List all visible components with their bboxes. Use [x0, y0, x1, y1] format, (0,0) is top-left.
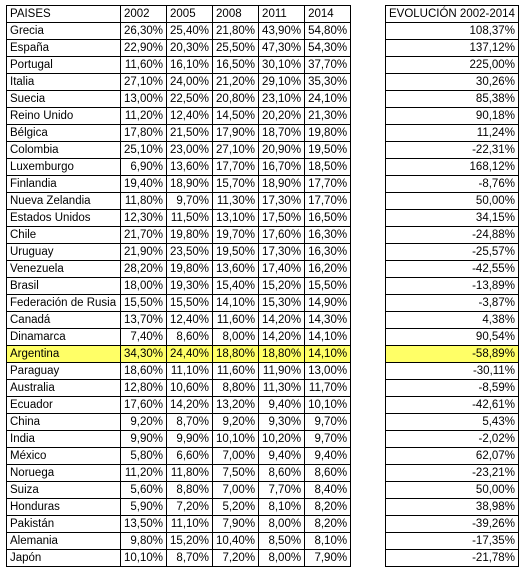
table-row	[7, 23, 351, 40]
country-cell: Uruguay	[7, 244, 121, 261]
header-evolution: EVOLUCIÓN 2002-2014	[386, 6, 519, 23]
value-cell: 11,30%	[259, 380, 305, 397]
value-cell: 19,70%	[213, 227, 259, 244]
evolution-row	[386, 74, 519, 91]
table-row	[7, 431, 351, 448]
value-cell: 8,80%	[167, 482, 213, 499]
value-cell: 18,90%	[259, 176, 305, 193]
value-cell: 9,90%	[121, 431, 167, 448]
value-cell: 5,90%	[121, 499, 167, 516]
country-cell: Grecia	[7, 23, 121, 40]
value-cell: 11,60%	[213, 363, 259, 380]
value-cell: 15,50%	[121, 295, 167, 312]
table-row	[7, 125, 351, 142]
country-cell: Japón	[7, 550, 121, 567]
value-cell: 11,20%	[121, 465, 167, 482]
table-row	[7, 499, 351, 516]
value-cell: 16,30%	[305, 227, 351, 244]
value-cell: 25,40%	[167, 23, 213, 40]
value-cell: 24,00%	[167, 74, 213, 91]
evolution-row	[386, 431, 519, 448]
value-cell: 13,00%	[121, 91, 167, 108]
header-year: 2011	[259, 6, 305, 23]
evolution-row	[386, 261, 519, 278]
evolution-cell: -39,26%	[386, 516, 519, 533]
value-cell: 15,70%	[213, 176, 259, 193]
value-cell: 13,60%	[213, 261, 259, 278]
value-cell: 14,10%	[213, 295, 259, 312]
country-cell: India	[7, 431, 121, 448]
value-cell: 7,20%	[167, 499, 213, 516]
value-cell: 16,20%	[305, 261, 351, 278]
evolution-cell: 30,26%	[386, 74, 519, 91]
evolution-cell: 5,43%	[386, 414, 519, 431]
value-cell: 21,70%	[121, 227, 167, 244]
evolution-cell: -21,78%	[386, 550, 519, 567]
table-row	[7, 465, 351, 482]
value-cell: 11,10%	[167, 363, 213, 380]
value-cell: 19,40%	[121, 176, 167, 193]
value-cell: 15,40%	[213, 278, 259, 295]
value-cell: 8,80%	[213, 380, 259, 397]
evolution-row	[386, 533, 519, 550]
evolution-cell: -25,57%	[386, 244, 519, 261]
value-cell: 10,10%	[305, 397, 351, 414]
table-row	[7, 193, 351, 210]
value-cell: 8,50%	[259, 533, 305, 550]
country-cell: España	[7, 40, 121, 57]
value-cell: 13,00%	[305, 363, 351, 380]
table-row	[7, 295, 351, 312]
table-row	[7, 397, 351, 414]
evolution-cell: 4,38%	[386, 312, 519, 329]
evolution-row	[386, 465, 519, 482]
value-cell: 9,80%	[121, 533, 167, 550]
evolution-row	[386, 550, 519, 567]
value-cell: 17,80%	[121, 125, 167, 142]
evolution-row	[386, 91, 519, 108]
value-cell: 11,90%	[259, 363, 305, 380]
value-cell: 11,80%	[121, 193, 167, 210]
value-cell: 11,60%	[121, 57, 167, 74]
table-row	[7, 329, 351, 346]
value-cell: 21,20%	[213, 74, 259, 91]
table-row	[7, 108, 351, 125]
value-cell: 8,70%	[167, 414, 213, 431]
evolution-cell: 11,24%	[386, 125, 519, 142]
country-cell: Australia	[7, 380, 121, 397]
value-cell: 29,10%	[259, 74, 305, 91]
value-cell: 19,30%	[167, 278, 213, 295]
country-cell: Noruega	[7, 465, 121, 482]
country-cell: Bélgica	[7, 125, 121, 142]
value-cell: 8,00%	[259, 516, 305, 533]
country-cell: Honduras	[7, 499, 121, 516]
country-cell: Portugal	[7, 57, 121, 74]
value-cell: 9,70%	[167, 193, 213, 210]
evolution-cell: 108,37%	[386, 23, 519, 40]
evolution-row	[386, 414, 519, 431]
value-cell: 8,10%	[259, 499, 305, 516]
value-cell: 9,20%	[213, 414, 259, 431]
header-country: PAISES	[7, 6, 121, 23]
value-cell: 12,40%	[167, 108, 213, 125]
value-cell: 18,00%	[121, 278, 167, 295]
value-cell: 21,90%	[121, 244, 167, 261]
evolution-row	[386, 210, 519, 227]
header-year: 2008	[213, 6, 259, 23]
table-row	[7, 278, 351, 295]
value-cell: 18,50%	[305, 159, 351, 176]
evolution-cell: -8,76%	[386, 176, 519, 193]
value-cell: 8,60%	[259, 465, 305, 482]
value-cell: 13,10%	[213, 210, 259, 227]
value-cell: 15,30%	[259, 295, 305, 312]
value-cell: 6,60%	[167, 448, 213, 465]
value-cell: 11,80%	[167, 465, 213, 482]
value-cell: 18,70%	[259, 125, 305, 142]
country-cell: Alemania	[7, 533, 121, 550]
value-cell: 8,00%	[213, 329, 259, 346]
value-cell: 9,40%	[305, 448, 351, 465]
evolution-cell: -24,88%	[386, 227, 519, 244]
table-row	[7, 91, 351, 108]
value-cell: 7,40%	[121, 329, 167, 346]
countries-table	[6, 5, 351, 567]
value-cell: 14,10%	[305, 329, 351, 346]
value-cell: 7,90%	[213, 516, 259, 533]
table-row	[7, 261, 351, 278]
value-cell: 9,30%	[259, 414, 305, 431]
country-cell: Venezuela	[7, 261, 121, 278]
value-cell: 5,20%	[213, 499, 259, 516]
value-cell: 18,60%	[121, 363, 167, 380]
value-cell: 18,90%	[167, 176, 213, 193]
value-cell: 14,20%	[259, 329, 305, 346]
value-cell: 25,50%	[213, 40, 259, 57]
evolution-cell: -30,11%	[386, 363, 519, 380]
table-row	[7, 533, 351, 550]
country-cell: Italia	[7, 74, 121, 91]
value-cell: 17,40%	[259, 261, 305, 278]
evolution-row	[386, 516, 519, 533]
value-cell: 6,90%	[121, 159, 167, 176]
value-cell: 43,90%	[259, 23, 305, 40]
value-cell: 20,30%	[167, 40, 213, 57]
evolution-table	[385, 5, 519, 567]
value-cell: 14,10%	[305, 346, 351, 363]
country-cell: Suecia	[7, 91, 121, 108]
value-cell: 8,60%	[167, 329, 213, 346]
table-row	[7, 176, 351, 193]
value-cell: 15,20%	[259, 278, 305, 295]
value-cell: 11,20%	[121, 108, 167, 125]
evolution-row	[386, 278, 519, 295]
value-cell: 22,90%	[121, 40, 167, 57]
value-cell: 14,20%	[167, 397, 213, 414]
evolution-cell: -2,02%	[386, 431, 519, 448]
value-cell: 8,10%	[305, 533, 351, 550]
value-cell: 7,00%	[213, 448, 259, 465]
table-row	[7, 516, 351, 533]
value-cell: 20,20%	[259, 108, 305, 125]
value-cell: 35,30%	[305, 74, 351, 91]
value-cell: 16,50%	[213, 57, 259, 74]
value-cell: 13,60%	[167, 159, 213, 176]
value-cell: 24,10%	[305, 91, 351, 108]
evolution-cell: 168,12%	[386, 159, 519, 176]
country-cell: Federación de Rusia	[7, 295, 121, 312]
value-cell: 16,10%	[167, 57, 213, 74]
evolution-row	[386, 176, 519, 193]
value-cell: 15,50%	[167, 295, 213, 312]
value-cell: 8,20%	[305, 516, 351, 533]
value-cell: 15,20%	[167, 533, 213, 550]
value-cell: 10,20%	[259, 431, 305, 448]
value-cell: 7,00%	[213, 482, 259, 499]
country-cell: Finlandia	[7, 176, 121, 193]
evolution-cell: 50,00%	[386, 482, 519, 499]
header-row	[386, 6, 519, 23]
country-cell: Estados Unidos	[7, 210, 121, 227]
table-row	[7, 40, 351, 57]
value-cell: 14,20%	[259, 312, 305, 329]
value-cell: 27,10%	[121, 74, 167, 91]
value-cell: 16,50%	[305, 210, 351, 227]
country-cell: Reino Unido	[7, 108, 121, 125]
evolution-row	[386, 108, 519, 125]
country-cell: Chile	[7, 227, 121, 244]
value-cell: 14,30%	[305, 312, 351, 329]
value-cell: 8,70%	[167, 550, 213, 567]
value-cell: 10,40%	[213, 533, 259, 550]
value-cell: 28,20%	[121, 261, 167, 278]
value-cell: 12,80%	[121, 380, 167, 397]
value-cell: 17,50%	[259, 210, 305, 227]
country-cell: Ecuador	[7, 397, 121, 414]
evolution-cell: -42,55%	[386, 261, 519, 278]
value-cell: 12,30%	[121, 210, 167, 227]
value-cell: 9,20%	[121, 414, 167, 431]
value-cell: 54,30%	[305, 40, 351, 57]
country-cell: Argentina	[7, 346, 121, 363]
table-row	[7, 482, 351, 499]
value-cell: 21,50%	[167, 125, 213, 142]
evolution-row	[386, 125, 519, 142]
country-cell: China	[7, 414, 121, 431]
value-cell: 11,30%	[213, 193, 259, 210]
value-cell: 23,10%	[259, 91, 305, 108]
country-cell: Colombia	[7, 142, 121, 159]
table-row	[7, 312, 351, 329]
evolution-row	[386, 23, 519, 40]
table-row-highlighted	[7, 346, 351, 363]
value-cell: 10,10%	[213, 431, 259, 448]
value-cell: 13,20%	[213, 397, 259, 414]
value-cell: 17,30%	[259, 244, 305, 261]
table-row	[7, 363, 351, 380]
header-year: 2002	[121, 6, 167, 23]
evolution-cell: 38,98%	[386, 499, 519, 516]
evolution-cell: -58,89%	[386, 346, 519, 363]
value-cell: 30,10%	[259, 57, 305, 74]
table-row	[7, 142, 351, 159]
evolution-cell: -8,59%	[386, 380, 519, 397]
evolution-cell: -13,89%	[386, 278, 519, 295]
value-cell: 18,80%	[259, 346, 305, 363]
evolution-cell: -17,35%	[386, 533, 519, 550]
value-cell: 14,90%	[305, 295, 351, 312]
value-cell: 37,70%	[305, 57, 351, 74]
value-cell: 18,80%	[213, 346, 259, 363]
evolution-cell: 50,00%	[386, 193, 519, 210]
table-row	[7, 448, 351, 465]
evolution-cell: -23,21%	[386, 465, 519, 482]
country-cell: Dinamarca	[7, 329, 121, 346]
value-cell: 17,90%	[213, 125, 259, 142]
value-cell: 19,80%	[167, 261, 213, 278]
evolution-cell: 225,00%	[386, 57, 519, 74]
evolution-row	[386, 329, 519, 346]
table-row	[7, 74, 351, 91]
value-cell: 7,70%	[259, 482, 305, 499]
value-cell: 5,60%	[121, 482, 167, 499]
value-cell: 12,40%	[167, 312, 213, 329]
evolution-cell: 137,12%	[386, 40, 519, 57]
evolution-row	[386, 312, 519, 329]
evolution-row	[386, 159, 519, 176]
value-cell: 9,70%	[305, 414, 351, 431]
value-cell: 7,20%	[213, 550, 259, 567]
table-row	[7, 159, 351, 176]
value-cell: 11,70%	[305, 380, 351, 397]
value-cell: 20,80%	[213, 91, 259, 108]
evolution-row	[386, 142, 519, 159]
value-cell: 54,80%	[305, 23, 351, 40]
value-cell: 17,60%	[121, 397, 167, 414]
value-cell: 8,00%	[259, 550, 305, 567]
table-row	[7, 550, 351, 567]
value-cell: 19,50%	[305, 142, 351, 159]
evolution-row	[386, 295, 519, 312]
evolution-cell: -3,87%	[386, 295, 519, 312]
evolution-row	[386, 40, 519, 57]
value-cell: 47,30%	[259, 40, 305, 57]
value-cell: 11,10%	[167, 516, 213, 533]
value-cell: 19,80%	[167, 227, 213, 244]
value-cell: 16,70%	[259, 159, 305, 176]
evolution-row	[386, 57, 519, 74]
evolution-row	[386, 380, 519, 397]
country-cell: México	[7, 448, 121, 465]
value-cell: 23,50%	[167, 244, 213, 261]
value-cell: 13,50%	[121, 516, 167, 533]
evolution-row	[386, 448, 519, 465]
country-cell: Pakistán	[7, 516, 121, 533]
value-cell: 8,60%	[305, 465, 351, 482]
country-cell: Nueva Zelandia	[7, 193, 121, 210]
evolution-cell: -42,61%	[386, 397, 519, 414]
value-cell: 10,60%	[167, 380, 213, 397]
value-cell: 16,30%	[305, 244, 351, 261]
value-cell: 14,50%	[213, 108, 259, 125]
value-cell: 34,30%	[121, 346, 167, 363]
value-cell: 17,30%	[259, 193, 305, 210]
table-row	[7, 380, 351, 397]
value-cell: 9,90%	[167, 431, 213, 448]
evolution-cell: 34,15%	[386, 210, 519, 227]
value-cell: 9,40%	[259, 397, 305, 414]
value-cell: 15,50%	[305, 278, 351, 295]
value-cell: 21,80%	[213, 23, 259, 40]
value-cell: 5,80%	[121, 448, 167, 465]
evolution-row	[386, 397, 519, 414]
table-row	[7, 414, 351, 431]
evolution-row	[386, 227, 519, 244]
value-cell: 13,70%	[121, 312, 167, 329]
value-cell: 22,50%	[167, 91, 213, 108]
evolution-cell: 90,18%	[386, 108, 519, 125]
evolution-row	[386, 193, 519, 210]
country-cell: Brasil	[7, 278, 121, 295]
value-cell: 19,80%	[305, 125, 351, 142]
value-cell: 8,20%	[305, 499, 351, 516]
value-cell: 27,10%	[213, 142, 259, 159]
evolution-row	[386, 482, 519, 499]
value-cell: 23,00%	[167, 142, 213, 159]
value-cell: 26,30%	[121, 23, 167, 40]
evolution-row	[386, 363, 519, 380]
country-cell: Luxemburgo	[7, 159, 121, 176]
header-year: 2014	[305, 6, 351, 23]
header-row	[7, 6, 351, 23]
value-cell: 20,90%	[259, 142, 305, 159]
table-row	[7, 244, 351, 261]
table-row	[7, 227, 351, 244]
value-cell: 17,70%	[305, 193, 351, 210]
evolution-cell: 62,07%	[386, 448, 519, 465]
country-cell: Canadá	[7, 312, 121, 329]
evolution-row	[386, 244, 519, 261]
country-cell: Suiza	[7, 482, 121, 499]
value-cell: 19,50%	[213, 244, 259, 261]
value-cell: 11,50%	[167, 210, 213, 227]
evolution-cell: -22,31%	[386, 142, 519, 159]
value-cell: 7,50%	[213, 465, 259, 482]
evolution-row	[386, 499, 519, 516]
value-cell: 21,30%	[305, 108, 351, 125]
value-cell: 9,70%	[305, 431, 351, 448]
value-cell: 17,70%	[305, 176, 351, 193]
value-cell: 17,70%	[213, 159, 259, 176]
value-cell: 7,90%	[305, 550, 351, 567]
evolution-cell: 85,38%	[386, 91, 519, 108]
value-cell: 9,40%	[259, 448, 305, 465]
value-cell: 17,60%	[259, 227, 305, 244]
value-cell: 10,10%	[121, 550, 167, 567]
country-cell: Paraguay	[7, 363, 121, 380]
evolution-row-highlighted	[386, 346, 519, 363]
header-year: 2005	[167, 6, 213, 23]
value-cell: 11,60%	[213, 312, 259, 329]
table-row	[7, 57, 351, 74]
value-cell: 24,40%	[167, 346, 213, 363]
evolution-cell: 90,54%	[386, 329, 519, 346]
table-row	[7, 210, 351, 227]
value-cell: 25,10%	[121, 142, 167, 159]
value-cell: 8,40%	[305, 482, 351, 499]
